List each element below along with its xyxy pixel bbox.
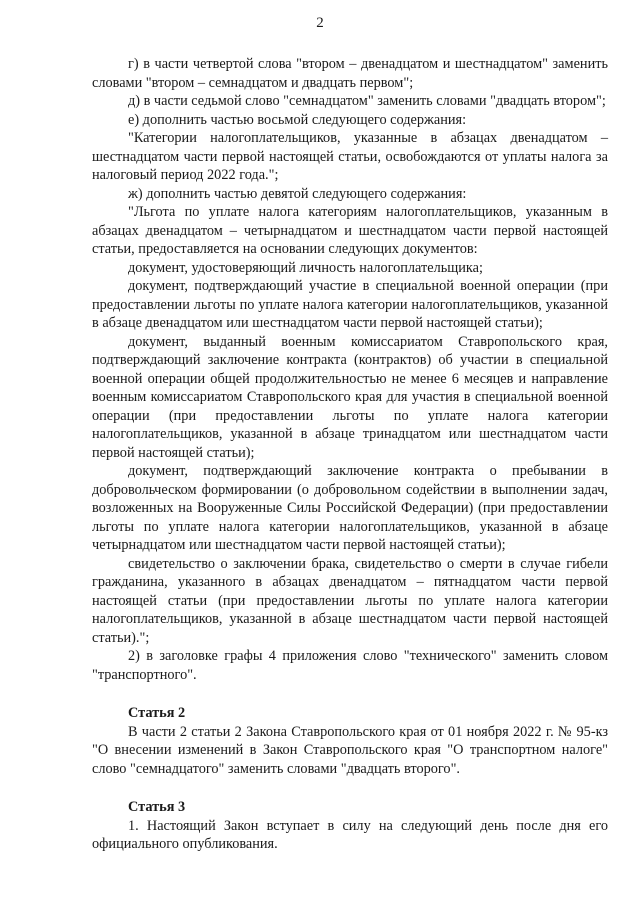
paragraph-zh: ж) дополнить частью девятой следующего содержания: [128, 185, 467, 202]
doc-participation: документ, подтверждающий участие в специальной военной операции (при предоставлении льготы по уплате налога категории налогоплательщиков, указанной в абзаце двенадцатом или шестнадцатом части первой настоящей статьи); [92, 278, 608, 331]
paragraph-2-annex: 2) в заголовке графы 4 приложения слово "технического" заменить словом "транспортного". [92, 648, 608, 683]
article-2-text: В части 2 статьи 2 Закона Ставропольского края от 01 ноября 2022 г. № 95-кз "О внесении изменений в Закон Ставропольского края "О транспортном налоге" слово "семнадцатого" заменить словами "двадцать второго". [92, 723, 608, 777]
doc-identity: документ, удостоверяющий личность налогоплательщика; [128, 259, 483, 276]
page-number: 2 [316, 15, 324, 31]
paragraph-e: е) дополнить частью восьмой следующего содержания: [128, 111, 467, 128]
article-2-title: Статья 2 [128, 705, 186, 721]
doc-military-commissariat: документ, выданный военным комиссариатом Ставропольского края, подтверждающий заключение контракта (контрактов) об участии в специальной военной операции общей продолжительностью не менее 6 месяцев и направление военным комиссариатом Ставропольского края для участия в специальной военной операции (при предоставлении льготы по уплате налога категории налогоплательщиков, указанной в абзаце тринадцатом или шестнадцатом части первой настоящей статьи); [92, 333, 608, 461]
doc-volunteer-contract: документ, подтверждающий заключение контракта о пребывании в добровольческом формировании (о добровольном содействии в выполнении задач, возложенных на Вооруженные Силы Российской Федерации) (при предоставлении льготы по уплате налога категории налогоплательщиков, указанной в абзаце четырнадцатом или шестнадцатом части первой настоящей статьи); [92, 463, 608, 553]
paragraph-g: г) в части четвертой слова "втором – двенадцатом и шестнадцатом" заменить словами "втором – семнадцатом и двадцать первом"; [92, 56, 608, 91]
part-eight-quote: "Категории налогоплательщиков, указанные в абзацах двенадцатом – шестнадцатом части первой настоящей статьи, освобождаются от уплаты налога за налоговый период 2022 года."; [92, 130, 608, 183]
part-nine-quote: "Льгота по уплате налога категориям налогоплательщиков, указанным в абзацах двенадцатом – четырнадцатом и шестнадцатом части первой настоящей статьи, предоставляется на основании следующих документов: [92, 204, 608, 257]
paragraph-d: д) в части седьмой слово "семнадцатом" заменить словами "двадцать втором"; [128, 93, 606, 109]
article-3-title: Статья 3 [128, 799, 186, 815]
doc-marriage-death-certificate: свидетельство о заключении брака, свидетельство о смерти в случае гибели гражданина, указанного в абзацах двенадцатом – пятнадцатом части первой настоящей статьи (при предоставлении льготы по уплате налога категории налогоплательщиков, указанной в абзаце шестнадцатом части первой настоящей статьи)."; [92, 555, 608, 646]
document-body [92, 55, 608, 854]
article-3-text: 1. Настоящий Закон вступает в силу на следующий день после дня его официального опубликования. [92, 817, 608, 852]
